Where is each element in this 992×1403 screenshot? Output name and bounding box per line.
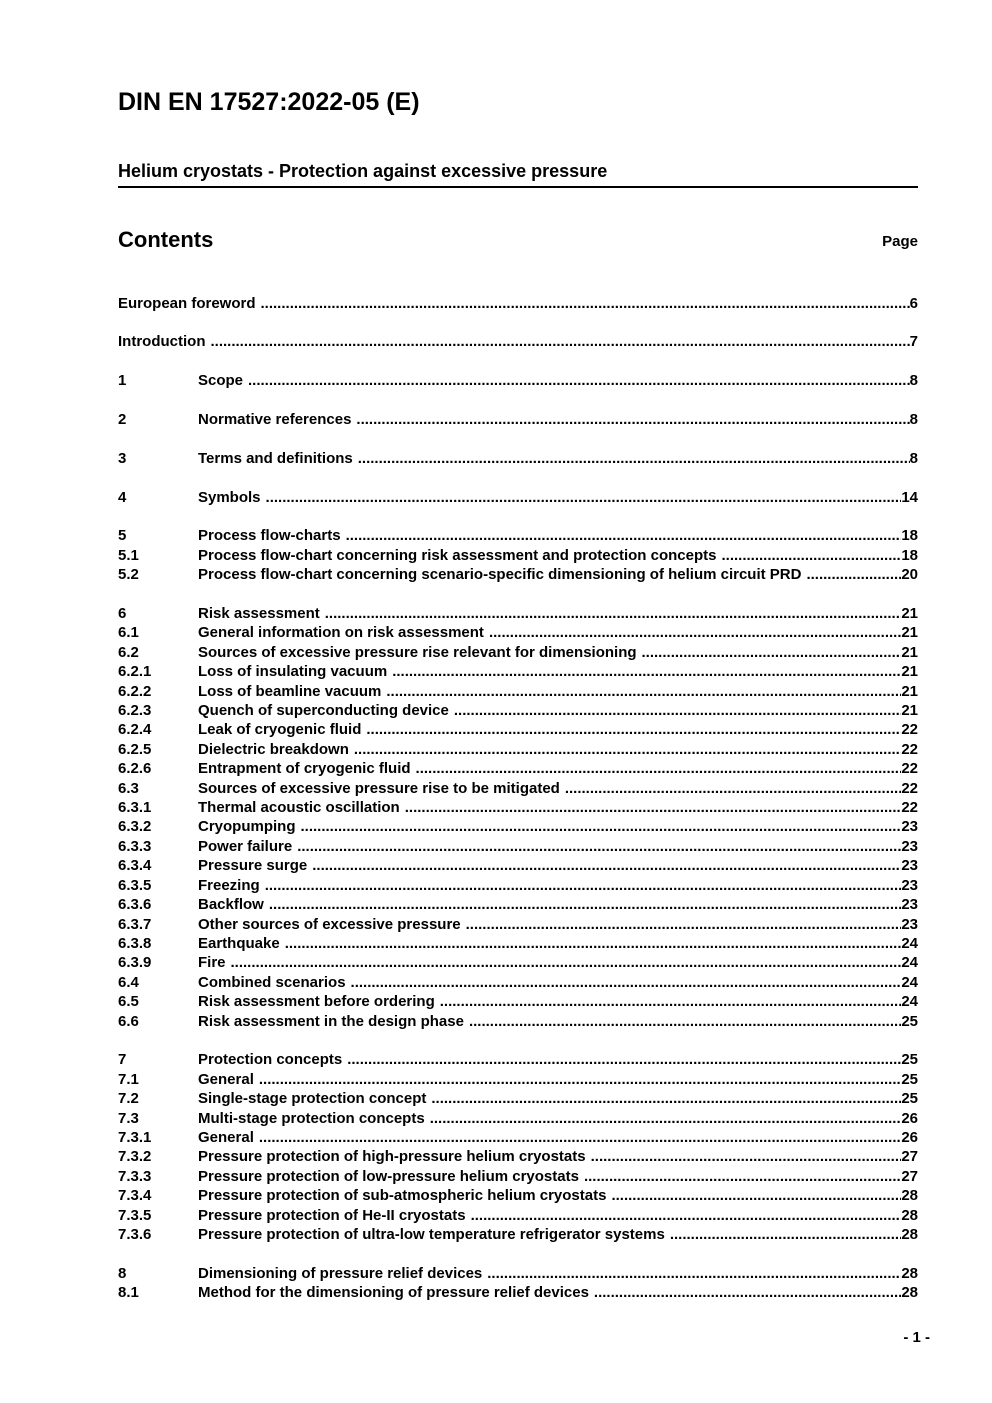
toc-entry-number: 6.2.6 xyxy=(118,760,152,778)
toc-entry-label: Symbols xyxy=(198,488,261,506)
toc-entry xyxy=(118,915,918,934)
toc-entry-page: 27 xyxy=(901,1148,918,1166)
toc-entry-page: 23 xyxy=(901,915,918,933)
toc-entry xyxy=(118,526,918,545)
toc-entry-label: Multi-stage protection concepts xyxy=(198,1109,425,1127)
toc-entry xyxy=(118,973,918,992)
toc-leader-dots xyxy=(440,992,902,1011)
toc-entry-page: 22 xyxy=(901,779,918,797)
toc-entry-page: 22 xyxy=(901,799,918,817)
toc-entry xyxy=(118,740,918,759)
toc-entry-number: 7.1 xyxy=(118,1070,139,1088)
toc-leader-dots xyxy=(347,1050,901,1069)
toc-entry-number: 7.3.3 xyxy=(118,1167,152,1185)
toc-leader-dots xyxy=(346,526,902,545)
toc-entry xyxy=(118,682,918,701)
toc-leader-dots xyxy=(351,973,902,992)
toc-entry-label: General information on risk assessment xyxy=(198,624,484,642)
toc-entry-number: 6.2.2 xyxy=(118,682,152,700)
toc-leader-dots xyxy=(231,953,902,972)
toc-entry xyxy=(118,1167,918,1186)
toc-entry-label: Risk assessment before ordering xyxy=(198,993,435,1011)
toc-leader-dots xyxy=(392,662,901,681)
toc-entry-page: 21 xyxy=(901,702,918,720)
toc-entry xyxy=(118,895,918,914)
toc-group xyxy=(118,1050,918,1244)
toc-entry-page: 25 xyxy=(901,1090,918,1108)
toc-group xyxy=(118,488,918,507)
toc-entry-number: 6.2.3 xyxy=(118,702,152,720)
toc-leader-dots xyxy=(584,1167,901,1186)
toc-leader-dots xyxy=(386,682,901,701)
toc-leader-dots xyxy=(416,759,902,778)
toc-entry xyxy=(118,953,918,972)
toc-entry-number: 7.3.6 xyxy=(118,1226,152,1243)
toc-entry-number: 6.3.2 xyxy=(118,818,152,836)
toc-entry-label: Risk assessment in the design phase xyxy=(198,1012,464,1030)
toc-entry-number: 7.3.5 xyxy=(118,1206,152,1224)
toc-entry-label: General xyxy=(198,1128,254,1146)
toc-entry-page: 28 xyxy=(901,1187,918,1205)
toc-entry-page: 22 xyxy=(901,740,918,758)
toc-entry-label: Backflow xyxy=(198,896,264,914)
toc-entry xyxy=(118,876,918,895)
toc-entry-label: Entrapment of cryogenic fluid xyxy=(198,760,411,778)
toc-leader-dots xyxy=(565,779,901,798)
toc-entry-number: 6.3.1 xyxy=(118,799,152,817)
toc-entry xyxy=(118,1206,918,1225)
toc-entry xyxy=(118,720,918,739)
toc-entry xyxy=(118,643,918,662)
toc-entry-label: Freezing xyxy=(198,876,260,894)
toc-entry xyxy=(118,1128,918,1147)
toc-entry xyxy=(118,1012,918,1031)
toc-entry xyxy=(118,1147,918,1166)
toc-entry-number: 8.1 xyxy=(118,1284,139,1302)
toc-entry-page: 21 xyxy=(901,605,918,623)
toc-entry-number: 6.4 xyxy=(118,973,139,991)
toc-entry-label: Pressure protection of high-pressure helium cryostats xyxy=(198,1148,586,1166)
toc-leader-dots xyxy=(248,371,910,390)
toc-entry-number: 4 xyxy=(118,488,127,506)
toc-entry xyxy=(118,565,918,584)
toc-leader-dots xyxy=(430,1109,902,1128)
toc-leader-dots xyxy=(722,546,902,565)
toc-group xyxy=(118,1264,918,1303)
toc-entry-label: Power failure xyxy=(198,837,293,855)
toc-entry-page: 22 xyxy=(901,760,918,778)
toc-entry-label: Protection concepts xyxy=(198,1051,343,1069)
toc-entry-label: Cryopumping xyxy=(198,818,296,836)
toc-entry-label: General xyxy=(198,1070,254,1088)
toc-entry-label: Pressure protection of sub-atmospheric helium cryostats xyxy=(198,1187,607,1205)
toc-group xyxy=(118,410,918,429)
toc-entry-page: 26 xyxy=(901,1109,918,1127)
toc-entry xyxy=(118,934,918,953)
toc-leader-dots xyxy=(466,915,902,934)
toc-entry-label: European foreword xyxy=(118,294,256,312)
toc-leader-dots xyxy=(591,1147,902,1166)
toc-entry-page: 24 xyxy=(901,954,918,972)
toc-entry-number: 5.2 xyxy=(118,566,139,584)
toc-entry-label: Process flow-charts xyxy=(198,527,341,545)
toc-entry-label: Other sources of excessive pressure xyxy=(198,915,461,933)
toc-entry-page: 28 xyxy=(901,1206,918,1224)
contents-heading: Contents xyxy=(118,227,214,253)
toc-entry-page: 20 xyxy=(901,566,918,584)
toc-entry-page: 7 xyxy=(909,333,918,351)
toc-entry-number: 6.1 xyxy=(118,624,139,642)
toc-entry-page: 24 xyxy=(901,934,918,952)
toc-entry-number: 6.3.6 xyxy=(118,896,152,914)
toc-leader-dots xyxy=(431,1089,901,1108)
toc-entry-page: 23 xyxy=(901,876,918,894)
toc-leader-dots xyxy=(259,1070,901,1089)
toc-entry-number: 6.3.4 xyxy=(118,857,152,875)
toc-leader-dots xyxy=(487,1264,901,1283)
toc-entry-label: Dimensioning of pressure relief devices xyxy=(198,1264,483,1282)
toc-entry-number: 5.1 xyxy=(118,546,139,564)
toc-entry-page: 24 xyxy=(901,973,918,991)
page-content xyxy=(118,0,930,1346)
toc-entry-number: 7.3.2 xyxy=(118,1148,152,1166)
toc-leader-dots xyxy=(266,488,902,507)
toc-entry xyxy=(118,410,918,429)
toc-entry-page: 21 xyxy=(901,663,918,681)
toc-entry-label: Pressure protection of He-II cryostats xyxy=(198,1206,466,1224)
toc-entry-label: Sources of excessive pressure rise to be mitigated xyxy=(198,779,560,797)
toc-entry-label: Thermal acoustic oscillation xyxy=(198,799,400,817)
toc-entry xyxy=(118,546,918,565)
toc-entry xyxy=(118,1109,918,1128)
toc-entry-number: 3 xyxy=(118,449,127,467)
toc-entry xyxy=(118,604,918,623)
toc-entry-page: 21 xyxy=(901,643,918,661)
toc-leader-dots xyxy=(354,740,901,759)
toc-entry-page: 25 xyxy=(901,1012,918,1030)
toc-entry-label: Earthquake xyxy=(198,934,280,952)
toc-entry-label: Process flow-chart concerning risk assessment and protection concepts xyxy=(198,546,717,564)
toc-entry-number: 7 xyxy=(118,1051,127,1069)
table-of-contents xyxy=(118,294,918,1303)
toc-leader-dots xyxy=(366,720,901,739)
toc-entry xyxy=(118,449,918,468)
toc-entry-label: Process flow-chart concerning scenario-specific dimensioning of helium circuit PRD xyxy=(198,566,802,584)
toc-entry-number: 7.2 xyxy=(118,1090,139,1108)
toc-entry-label: Combined scenarios xyxy=(198,973,346,991)
toc-entry xyxy=(118,1089,918,1108)
toc-group xyxy=(118,604,918,1031)
toc-entry-page: 21 xyxy=(901,682,918,700)
toc-entry-label: Pressure surge xyxy=(198,857,308,875)
toc-entry-label: Terms and definitions xyxy=(198,449,353,467)
toc-entry xyxy=(118,1225,918,1244)
toc-leader-dots xyxy=(312,856,901,875)
toc-entry-label: Loss of insulating vacuum xyxy=(198,663,388,681)
toc-entry-number: 6.2.4 xyxy=(118,721,152,739)
toc-entry-label: Quench of superconducting device xyxy=(198,702,449,720)
toc-leader-dots xyxy=(358,449,910,468)
toc-leader-dots xyxy=(269,895,901,914)
toc-entry-page: 25 xyxy=(901,1070,918,1088)
toc-leader-dots xyxy=(471,1206,902,1225)
toc-entry-number: 6.3 xyxy=(118,779,139,797)
toc-entry-label: Risk assessment xyxy=(198,605,320,623)
toc-entry-number: 6.2.5 xyxy=(118,740,152,758)
toc-entry-label: Pressure protection of low-pressure helium cryostats xyxy=(198,1167,579,1185)
toc-entry xyxy=(118,1186,918,1205)
toc-entry-label: Single-stage protection concept xyxy=(198,1090,427,1108)
toc-leader-dots xyxy=(594,1283,901,1302)
toc-group xyxy=(118,332,918,351)
toc-entry-number: 5 xyxy=(118,527,127,545)
toc-entry-page: 24 xyxy=(901,993,918,1011)
toc-leader-dots xyxy=(454,701,901,720)
toc-entry-number: 7.3 xyxy=(118,1109,139,1127)
toc-entry-number: 6 xyxy=(118,605,127,623)
toc-entry-page: 8 xyxy=(909,372,918,390)
toc-entry-number: 6.2.1 xyxy=(118,663,152,681)
toc-leader-dots xyxy=(265,876,902,895)
toc-entry-page: 18 xyxy=(901,527,918,545)
toc-entry xyxy=(118,759,918,778)
toc-entry xyxy=(118,662,918,681)
toc-entry-page: 6 xyxy=(909,294,918,312)
toc-entry xyxy=(118,294,918,313)
toc-entry-number: 6.3.9 xyxy=(118,954,152,972)
toc-entry-number: 7.3.1 xyxy=(118,1128,152,1146)
toc-entry-page: 25 xyxy=(901,1051,918,1069)
toc-entry xyxy=(118,798,918,817)
toc-leader-dots xyxy=(469,1012,901,1031)
toc-entry-number: 2 xyxy=(118,411,127,429)
toc-entry xyxy=(118,837,918,856)
contents-header-row xyxy=(118,228,918,252)
toc-group xyxy=(118,371,918,390)
toc-group xyxy=(118,294,918,313)
footer-page-number: - 1 - xyxy=(903,1328,930,1346)
toc-leader-dots xyxy=(285,934,902,953)
toc-leader-dots xyxy=(210,332,909,351)
toc-entry-page: 23 xyxy=(901,857,918,875)
document-id-title: DIN EN 17527:2022-05 (E) xyxy=(118,88,420,116)
toc-leader-dots xyxy=(325,604,902,623)
toc-entry-label: Scope xyxy=(198,372,244,390)
toc-leader-dots xyxy=(806,565,901,584)
toc-entry-page: 8 xyxy=(909,449,918,467)
document-subtitle: Helium cryostats - Protection against excessive pressure xyxy=(118,161,918,189)
toc-entry xyxy=(118,1070,918,1089)
toc-entry-label: Method for the dimensioning of pressure relief devices xyxy=(198,1284,589,1302)
toc-entry-number: 6.6 xyxy=(118,1012,139,1030)
toc-leader-dots xyxy=(356,410,909,429)
toc-entry xyxy=(118,779,918,798)
toc-entry-page: 28 xyxy=(901,1284,918,1302)
toc-entry xyxy=(118,1283,918,1302)
toc-entry-label: Introduction xyxy=(118,333,206,351)
toc-entry-number: 6.3.8 xyxy=(118,934,152,952)
toc-entry-page: 18 xyxy=(901,546,918,564)
toc-leader-dots xyxy=(259,1128,901,1147)
toc-leader-dots xyxy=(405,798,902,817)
toc-entry-page: 23 xyxy=(901,818,918,836)
toc-entry xyxy=(118,332,918,351)
toc-entry-page: 28 xyxy=(901,1264,918,1282)
toc-entry-label: Pressure protection of ultra-low temperature refrigerator systems xyxy=(198,1226,665,1243)
toc-entry-number: 8 xyxy=(118,1264,127,1282)
toc-entry xyxy=(118,817,918,836)
toc-entry-label: Leak of cryogenic fluid xyxy=(198,721,362,739)
toc-entry xyxy=(118,856,918,875)
toc-group xyxy=(118,526,918,584)
toc-leader-dots xyxy=(611,1186,901,1205)
toc-entry-number: 7.3.4 xyxy=(118,1187,152,1205)
toc-entry-number: 6.5 xyxy=(118,993,139,1011)
toc-entry-label: Fire xyxy=(198,954,226,972)
toc-entry-label: Dielectric breakdown xyxy=(198,740,349,758)
toc-entry-label: Loss of beamline vacuum xyxy=(198,682,382,700)
toc-entry-page: 26 xyxy=(901,1128,918,1146)
toc-leader-dots xyxy=(489,623,901,642)
toc-entry xyxy=(118,488,918,507)
toc-entry xyxy=(118,1264,918,1283)
toc-entry-page: 14 xyxy=(901,488,918,506)
toc-entry xyxy=(118,371,918,390)
toc-entry-page: 23 xyxy=(901,837,918,855)
toc-leader-dots xyxy=(670,1225,902,1244)
toc-leader-dots xyxy=(301,817,902,836)
toc-entry-page: 21 xyxy=(901,624,918,642)
toc-entry-number: 6.3.5 xyxy=(118,876,152,894)
toc-entry-page: 23 xyxy=(901,896,918,914)
toc-entry xyxy=(118,1050,918,1069)
toc-entry xyxy=(118,992,918,1011)
toc-entry-number: 6.2 xyxy=(118,643,139,661)
toc-entry xyxy=(118,701,918,720)
toc-leader-dots xyxy=(642,643,902,662)
toc-entry-label: Normative references xyxy=(198,411,352,429)
page-column-label: Page xyxy=(882,232,918,250)
toc-entry-page: 8 xyxy=(909,411,918,429)
toc-entry-number: 6.3.3 xyxy=(118,837,152,855)
toc-entry-number: 1 xyxy=(118,372,127,390)
toc-entry-page: 27 xyxy=(901,1167,918,1185)
toc-entry xyxy=(118,623,918,642)
toc-entry-page: 22 xyxy=(901,721,918,739)
toc-leader-dots xyxy=(261,294,910,313)
toc-leader-dots xyxy=(297,837,901,856)
toc-entry-label: Sources of excessive pressure rise relevant for dimensioning xyxy=(198,643,637,661)
toc-group xyxy=(118,449,918,468)
toc-entry-page: 28 xyxy=(901,1226,918,1243)
toc-entry-number: 6.3.7 xyxy=(118,915,152,933)
